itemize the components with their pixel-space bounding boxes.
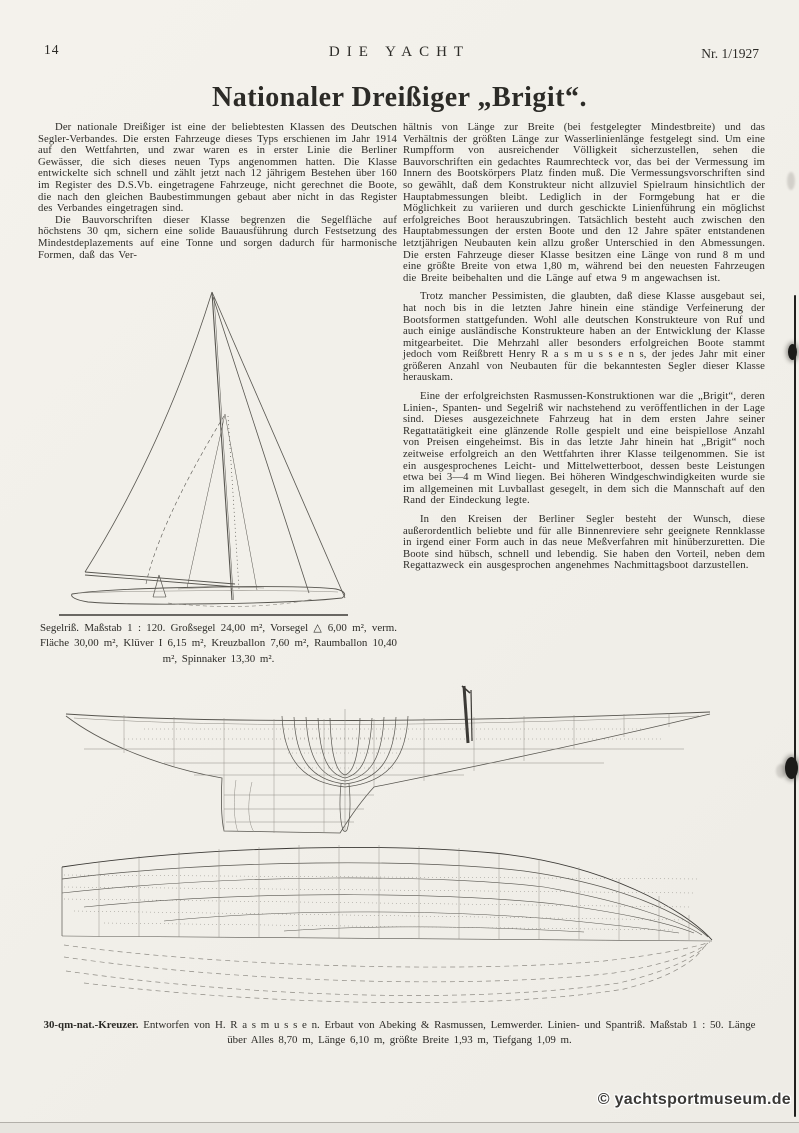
magazine-name: DIE YACHT	[328, 44, 471, 60]
half-breadth-plan	[62, 845, 712, 1003]
binding-edge-line	[794, 295, 796, 1117]
lines-caption-text: Entworfen von H. R a s m u s s e n. Erbaut von Abeking & Rasmussen, Lemwerder. Linien- und Spantriß. Maßstab 1 : 50. Länge über Alles 8,70 m, Länge 6,10 m, größte Breite 1,93 m, Tiefgang 1,09 m.	[138, 1019, 756, 1047]
page-edge	[0, 1122, 799, 1133]
left-column	[38, 122, 397, 261]
issue-number: Nr. 1/1927	[701, 46, 759, 61]
lines-caption-lead: 30-qm-nat.-Kreuzer.	[43, 1019, 139, 1031]
lines-caption	[40, 1018, 759, 1049]
paragraph: Der nationale Dreißiger ist eine der beliebtesten Klassen des Deutschen Segler-Verbandes. Die ersten Fahrzeuge dieses Typs erschienen im Jahr 1914 auf den Wettfahrten, und zwar waren es in erster Linie die Berliner Gewässer, die sich dieses neuen Typs angenommen hatten. Die Klasse entwickelte sich schnell und zählt jetzt nach 12 jährigem Bestehen über 160 im Register des D.S.Vb. eingetragene Fahrzeuge, nicht gerechnet die Boote, die nach den gleichen Baubestimmungen gebaut aber nicht in das Register des Verbandes eingetragen sind.	[38, 121, 397, 215]
sailplan-caption: Segelriß. Maßstab 1 : 120. Großsegel 24,00 m², Vorsegel △ 6,00 m², verm. Fläche 30,00 m², Klüver I 6,15 m², Kreuzballon 7,60 m², Raumballon 10,40 m², Spinnaker 13,30 m².	[40, 622, 397, 665]
body-plan	[282, 686, 472, 832]
watermark: © yachtsportmuseum.de	[597, 1091, 791, 1108]
mast-stub	[462, 686, 472, 743]
right-column	[403, 122, 765, 572]
page-number: 14	[44, 42, 60, 57]
hull-profile	[59, 587, 348, 615]
paragraph: Trotz mancher Pessimisten, die glaubten, daß diese Klasse ausgebaut sei, hat noch bis in die letzten Jahre hinein eine ständige Verfeinerung der Bootsformen stattgefunden. Wohl alle deutschen Konstrukteure von Ruf und auch einige ausländische Konstrukteure haben an der Entwicklung der Klasse mitgearbeitet. Die Mehrzahl aller besonders erfolgreichen Boote stammt jedoch vom Reißbrett Henry R a s m u s s e n s, der jedes Jahr mit einer größeren Anzahl von Neubauten für die bekanntesten Segler dieser Klasse herauskam.	[403, 290, 765, 384]
ink-blob	[788, 344, 797, 360]
paragraph: hältnis von Länge zur Breite (bei festgelegter Mindestbreite) und das Verhältnis der größten Länge zur Wasserlinienlänge festgelegt sind. Um eine Rumpfform von ausreichender Völligkeit sicherzustellen, sehen die Bauvorschriften ein gedachtes Raumrechteck vor, das bei der Vermessung im Innern des Bootskörpers Platz finden muß. Die Vermessungsvorschriften sind so gewählt, daß dem Konstrukteur nicht allzuviel Spielraum hinsichtlich der Hauptabmessungen bleibt. Lediglich in der Formgebung hat er die Möglichkeit zu variieren und durch geschickte Linienführung ein möglichst erfolgreiches Boot herauszubringen. Tatsächlich besteht auch zwischen den Hauptabmessungen der ersten Boote und den 12 Jahre später entstandenen letztjährigen Neubauten kein allzu großer Unterschied in den Abmessungen. Die ersten Fahrzeuge dieser Klasse besitzen eine Länge von rund 8 m und eine größte Breite von etwa 1,80 m, während bei den neuesten Fahrzeugen die Breite beibehalten und die Länge auf etwa 9 m angewachsen ist.	[403, 121, 765, 284]
article-title: Nationaler Dreißiger „Brigit“.	[211, 82, 588, 113]
lines-drawing	[44, 683, 756, 1015]
paragraph: In den Kreisen der Berliner Segler besteht der Wunsch, diese außerordentlich beliebte und für alle Binnenreviere sehr geeignete Rennklasse in irgend einer Form auch in das neue Meßverfahren mit hinüberzuretten. Die Boote sind hübsch, schnell und lebendig. Sie haben den Vorteil, neben dem Regattazweck ein ausgesprochen angenehmes Nachmittagsboot darzustellen.	[403, 513, 765, 572]
ink-blob	[785, 757, 798, 779]
scan-smudge	[787, 172, 795, 190]
paragraph: Die Bauvorschriften dieser Klasse begrenzen die Segelfläche auf höchstens 30 qm, sichern eine solide Bauausführung durch Festsetzung des Mindestdeplazements auf eine Tonne und sorgen dadurch für harmonische Formen, daß das Ver-	[38, 213, 397, 261]
sailplan-drawing	[58, 288, 350, 624]
paragraph: Eine der erfolgreichsten Rasmussen-Konstruktionen war die „Brigit“, deren Linien-, Spanten- und Segelriß wir nachstehend zu veröffentlichen in der Lage sind. Dieses ausgezeichnete Fahrzeug hat in dem ersten Jahre seiner Regattatätigkeit eine glänzende Rolle gespielt und eine beispiellose Anzahl von Preisen eingeheimst. Bis in das letzte Jahr hinein hat „Brigit“ noch zeitweise erfolgreich an den Wettfahrten ihrer Klasse teilgenommen. Sie ist ein ausgesprochenes Leicht- und Mittelwetterboot, dessen beste Leistungen etwa bei 3—4 m Wind liegen. Bei höheren Windgeschwindigkeiten wurde sie im allgemeinen mit Luvballast gesegelt, in dem sich die Mannschaft auf den Rand der Eindeckung legte.	[403, 390, 765, 507]
sheer-plan	[66, 712, 710, 833]
rigging	[85, 292, 345, 600]
